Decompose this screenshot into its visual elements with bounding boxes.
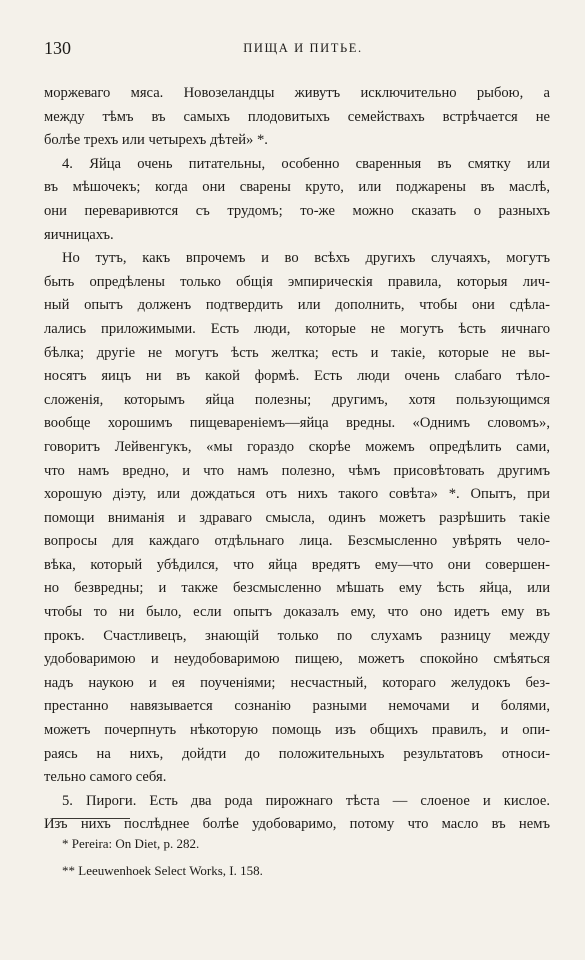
text-line: вѣка, который убѣдился, что яйца вредятъ ему—что они совершен- <box>44 556 550 573</box>
text-line: между тѣмъ въ самыхъ плодовитыхъ семействахъ встрѣчается не <box>44 108 550 125</box>
text-line: помощи вниманія и здраваго смысла, одинъ можетъ разрѣшить такіе <box>44 509 550 526</box>
text-line: хорошую діэту, или дождаться отъ нихъ такого совѣта» *. Опытъ, при <box>44 486 550 503</box>
text-line: Но тутъ, какъ впрочемъ и во всѣхъ другихъ случаяхъ, могутъ <box>62 250 550 267</box>
text-line: 4. Яйца очень питательны, особенно сваренныя въ смятку или <box>62 155 550 172</box>
paragraph-1 <box>44 82 550 153</box>
text-line: прокъ. Счастливецъ, знающій только по слухамъ разницу между <box>44 627 550 644</box>
text-line: тельно самого себя. <box>44 769 167 786</box>
footnote-1: * Pereira: On Diet, p. 282. <box>62 836 200 851</box>
footnote-divider <box>52 818 130 819</box>
text-line: быть опредѣлены только общія эмпирическія правила, которыя лич- <box>44 273 550 290</box>
text-line: Изъ нихъ послѣднее болѣе удобоваримо, потому что масло въ немъ <box>44 816 550 833</box>
text-line: моржеваго мяса. Новозеландцы живутъ исключительно рыбою, а <box>44 85 550 101</box>
footnote-2: ** Leeuwenhoek Select Works, I. 158. <box>62 863 263 878</box>
text-line: они переваривются съ трудомъ; то-же можно сказать о разныхъ <box>44 202 550 219</box>
text-line: въ мѣшочекъ; когда они сварены круто, или поджарены въ маслѣ, <box>44 179 550 196</box>
body-text <box>44 82 550 837</box>
page-header <box>44 38 550 62</box>
footnotes <box>62 830 542 884</box>
page-number: 130 <box>44 38 71 58</box>
text-line: удобоваримою и неудобоваримою пищею, можетъ спокойно смѣяться <box>44 651 550 668</box>
text-line: что намъ вредно, и что намъ полезно, чѣмъ присовѣтовать другимъ <box>44 462 550 479</box>
text-line: носятъ яицъ ни въ какой формѣ. Есть люди очень слабаго тѣло- <box>44 368 550 385</box>
text-line: вообще хорошимъ пищевареніемъ—яйца вредны. «Однимъ словомъ», <box>44 415 550 432</box>
running-head: ПИЩА И ПИТЬЕ. <box>243 41 363 55</box>
text-line: ный опытъ долженъ подтвердить или дополнить, чтобы они сдѣла- <box>44 297 550 314</box>
paragraph-2 <box>44 153 550 247</box>
text-line: 5. Пироги. Есть два рода пирожнаго тѣста — слоеное и кислое. <box>62 792 550 809</box>
text-line: чтобы то ни было, если опытъ доказалъ ему, что оно идетъ ему въ <box>44 604 550 621</box>
paragraph-3 <box>44 247 550 790</box>
text-line: говоритъ Лейвенгукъ, «мы гораздо скорѣе можемъ опредѣлить сами, <box>44 438 550 455</box>
text-line: надъ наукою и ея поученіями; несчастный, котораго желудокъ без- <box>44 674 550 691</box>
text-line: лались приложимыми. Есть люди, которые не могутъ ѣсть яичнаго <box>44 320 550 337</box>
text-line: яичницахъ. <box>44 226 114 243</box>
text-line: бѣлка; другіе не могутъ ѣсть желтка; есть и такіе, которые не вы- <box>44 344 550 361</box>
text-line: раясь на нихъ, дойдти до положительныхъ результатовъ относи- <box>44 745 550 762</box>
text-line: но безвредны; и также безсмысленно мѣшать ему ѣсть яйца, или <box>44 580 550 597</box>
text-line: болѣе трехъ или четырехъ дѣтей» *. <box>44 132 268 149</box>
text-line: сложенія, которымъ яйца полезны; другимъ, хотя пользующимся <box>44 391 550 408</box>
text-line: престанно навязывается сознанію разными немочами и болями, <box>44 698 550 715</box>
text-line: можетъ почерпнуть нѣкоторую помощь изъ общихъ правилъ, и опи- <box>44 722 550 739</box>
text-line: вопросы для каждаго отдѣльнаго лица. Безсмысленно увѣрять чело- <box>44 533 550 550</box>
